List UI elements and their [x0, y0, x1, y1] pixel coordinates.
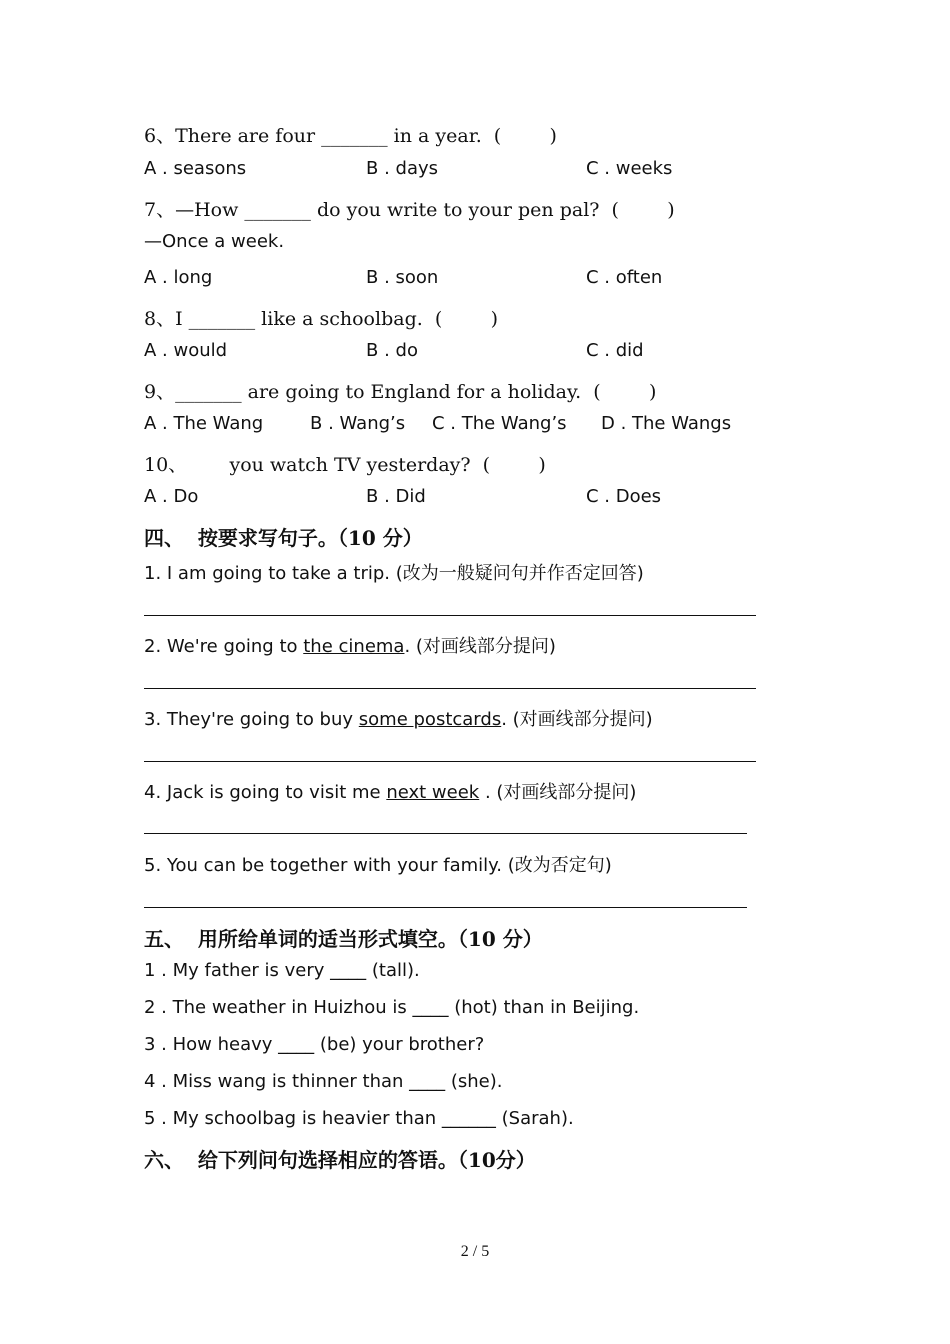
option-c: C . The Wang’s [432, 413, 567, 434]
rewrite-item-4: 4. Jack is going to visit me next week . (对画线部分提问) [144, 782, 637, 803]
option-c: C . often [586, 267, 663, 288]
option-b: B . Did [366, 486, 426, 507]
fill-item-1: 1 . My father is very ____ (tall). [144, 960, 420, 981]
rewrite-item-5: 5. You can be together with your family. (改为否定句) [144, 855, 612, 876]
question-7: 7、—How _______ do you write to your pen pal? ( ) [144, 199, 675, 221]
option-c: C . Does [586, 486, 662, 507]
option-b: B . do [366, 340, 418, 361]
answer-line-2 [144, 688, 756, 689]
option-b: B . days [366, 158, 438, 179]
answer-line-4 [144, 833, 747, 834]
fill-item-4: 4 . Miss wang is thinner than ____ (she). [144, 1071, 503, 1092]
option-a: A . Do [144, 486, 199, 507]
question-6: 6、There are four _______ in a year. ( ) [144, 125, 557, 147]
question-9: 9、_______ are going to England for a holiday. ( ) [144, 381, 657, 403]
option-b: B . soon [366, 267, 439, 288]
page-number: 2 / 5 [460, 1243, 490, 1260]
section-6-heading: 六、 给下列问句选择相应的答语。（10分） [144, 1148, 536, 1172]
option-a: A . would [144, 340, 228, 361]
option-c: C . did [586, 340, 644, 361]
option-a: A . seasons [144, 158, 247, 179]
option-b: B . Wang’s [310, 413, 406, 434]
underlined-phrase: the cinema [303, 636, 405, 657]
fill-item-3: 3 . How heavy ____ (be) your brother? [144, 1034, 485, 1055]
answer-line-1 [144, 615, 756, 616]
section-4-heading: 四、 按要求写句子。（10 分） [144, 526, 423, 550]
option-d: D . The Wangs [601, 413, 732, 434]
question-10: 10、 you watch TV yesterday? ( ) [144, 454, 546, 476]
rewrite-item-3: 3. They're going to buy some postcards. (对画线部分提问) [144, 709, 653, 730]
option-a: A . long [144, 267, 213, 288]
rewrite-item-2: 2. We're going to the cinema. (对画线部分提问) [144, 636, 556, 657]
option-c: C . weeks [586, 158, 673, 179]
underlined-phrase: some postcards [358, 709, 502, 730]
rewrite-item-1: 1. I am going to take a trip. (改为一般疑问句并作否定回答) [144, 563, 644, 584]
question-7-answer: —Once a week. [144, 231, 285, 252]
underlined-phrase: next week [386, 782, 480, 803]
fill-item-5: 5 . My schoolbag is heavier than ______ (Sarah). [144, 1108, 574, 1129]
answer-line-3 [144, 761, 756, 762]
answer-line-5 [144, 907, 747, 908]
question-8: 8、I _______ like a schoolbag. ( ) [144, 308, 498, 330]
section-5-heading: 五、 用所给单词的适当形式填空。（10 分） [144, 927, 543, 951]
option-a: A . The Wang [144, 413, 264, 434]
fill-item-2: 2 . The weather in Huizhou is ____ (hot) than in Beijing. [144, 997, 640, 1018]
